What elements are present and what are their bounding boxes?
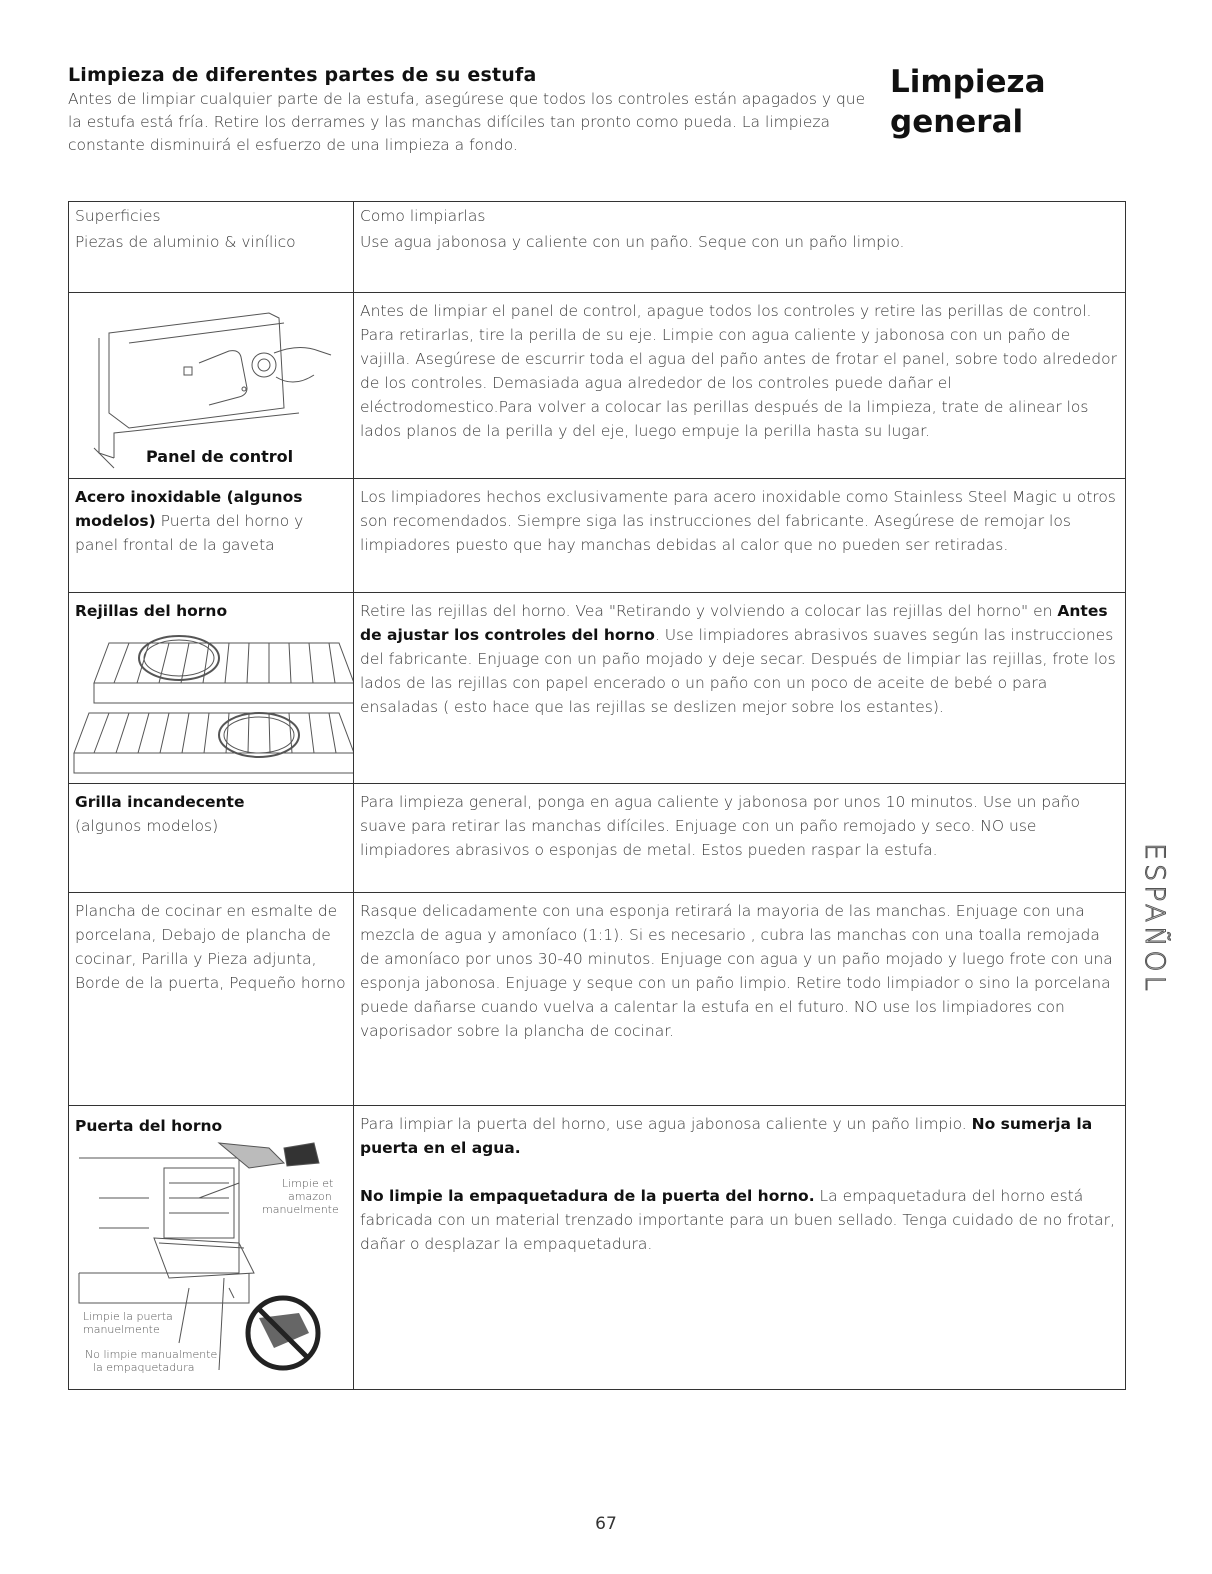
how-rejillas-b: Antes de ajustar los controles del horno xyxy=(360,602,1108,644)
how-puerta-1b: No sumerja la puerta en el agua. xyxy=(360,1115,1093,1157)
cleaning-table xyxy=(68,201,1126,1390)
table-row xyxy=(69,593,1126,784)
label-no-1: No limpie manualmente xyxy=(85,1348,218,1361)
intro-section xyxy=(68,64,868,157)
no-symbol-icon xyxy=(248,1298,318,1368)
how-plancha: Rasque delicadamente con una esponja retirará la mayoria de las manchas. Enjuage con una mezcla de agua y amoníaco (1:1). Si es necesario , cubra las manchas con una toalla remojada de amoníaco por unos 30-40 minutos. Enjuage con agua y un paño mojado y luego frote con una esponja jabonosa. Enjuage y seque con un paño limpio. Retire todo limpiador o sino la porcelana puede dañarse cuando vuelva a calentar la estufa en el futuro. NO use los limpiadores con vaporisador sobre la plancha de cocinar. xyxy=(354,893,1126,1106)
oven-racks-illustration xyxy=(69,623,353,781)
header-surfaces: Superficies xyxy=(69,202,354,230)
surface-acero xyxy=(69,479,354,593)
how-grilla: Para limpieza general, ponga en agua caliente y jabonosa por unos 10 minutos. Use un paño suave para retirar las manchas difíciles. Enjuage con un paño remojado y seco. NO use limpiadores abrasivos o esponjas de metal. Estos pueden raspar la estufa. xyxy=(354,784,1126,893)
page-number: 67 xyxy=(595,1514,617,1534)
panel-caption: Panel de control xyxy=(146,447,294,466)
label-puerta-2: manuelmente xyxy=(83,1323,160,1336)
section-title-line2: general xyxy=(890,104,1024,140)
table-row xyxy=(69,784,1126,893)
surface-acero-bold: Acero inoxidable (algunos modelos) xyxy=(75,488,303,530)
how-puerta-para1 xyxy=(360,1112,1119,1160)
surface-grilla xyxy=(69,784,354,893)
table-header-row xyxy=(69,202,1126,230)
surface-aluminio: Piezas de aluminio & vinílico xyxy=(69,230,354,293)
intro-heading: Limpieza de diferentes partes de su estufa xyxy=(68,64,537,86)
how-puerta-1a: Para limpiar la puerta del horno, use agua jabonosa caliente y un paño limpio. xyxy=(360,1115,972,1133)
table-row xyxy=(69,230,1126,293)
label-manuelmente: manuelmente xyxy=(262,1203,339,1216)
surface-puerta-label: Puerta del horno xyxy=(75,1117,223,1135)
surface-panel xyxy=(69,293,354,479)
table-row xyxy=(69,479,1126,593)
how-rejillas-a: Retire las rejillas del horno. Vea "Retirando y volviendo a colocar las rejillas del horno" en xyxy=(360,602,1058,620)
surface-rejillas-label: Rejillas del horno xyxy=(75,602,228,620)
label-amazon: amazon xyxy=(288,1190,332,1203)
how-puerta-2b: La empaquetadura del horno está fabricada con un material trenzado importante para un buen sellado. Tenga cuidado de no frotar, dañar o desplazar la empaquetadura. xyxy=(360,1187,1115,1253)
side-language-label: ESPAÑOL xyxy=(1139,843,1170,995)
surface-plancha: Plancha de cocinar en esmalte de porcelana, Debajo de plancha de cocinar, Parilla y Pieza adjunta, Borde de la puerta, Pequeño horno xyxy=(69,893,354,1106)
label-puerta-1: Limpie la puerta xyxy=(83,1310,173,1323)
how-aluminio: Use agua jabonosa y caliente con un paño. Seque con un paño limpio. xyxy=(354,230,1126,293)
label-clean-et: Limpie et xyxy=(282,1177,334,1190)
control-panel-illustration xyxy=(69,293,353,477)
header-how: Como limpiarlas xyxy=(354,202,1126,230)
table-row xyxy=(69,1106,1126,1390)
section-title xyxy=(890,62,1045,142)
how-rejillas-c: . Use limpiadores abrasivos suaves según las instrucciones del fabricante. Enjuage con un paño mojado y deje secar. Después de limpiar las rejillas, frote los lados de las rejillas con papel encerado o un paño con un poco de aceite de bebé o para ensaladas ( esto hace que las rejillas se deslizen mejor sobre los estantes). xyxy=(360,626,1116,716)
surface-puerta xyxy=(69,1106,354,1390)
how-acero: Los limpiadores hechos exclusivamente para acero inoxidable como Stainless Steel Magic u otros son recomendados. Siempre siga las instrucciones del fabricante. Asegúrese de remojar los limpiadores puesto que hay manchas debidas al calor que no pueden ser retiradas. xyxy=(354,479,1126,593)
how-puerta-para2 xyxy=(360,1184,1119,1256)
table-row xyxy=(69,893,1126,1106)
oven-door-illustration xyxy=(69,1138,353,1384)
surface-grilla-bold: Grilla incandecente xyxy=(75,793,245,811)
intro-body: Antes de limpiar cualquier parte de la estufa, asegúrese que todos los controles están apagados y que la estufa está fría. Retire los derrames y las manchas difíciles tan pronto como pueda. La limpieza constante disminuirá el esfuerzo de una limpieza a fondo. xyxy=(68,90,866,154)
how-puerta xyxy=(354,1106,1126,1390)
how-panel: Antes de limpiar el panel de control, apague todos los controles y retire las perillas de control. Para retirarlas, tire la perilla de su eje. Limpie con agua caliente y jabonosa con un paño de vajilla. Asegúrese de escurrir toda el agua del paño antes de frotar el panel, sobre todo alrededor de los controles. Demasiada agua alrededor de los controles puede dañar el eléctrodomestico.Para volver a colocar las perillas después de la limpieza, trate de alinear los lados planos de la perilla y del eje, luego empuje la perilla hasta su lugar. xyxy=(354,293,1126,479)
how-puerta-2a: No limpie la empaquetadura de la puerta del horno. xyxy=(360,1187,815,1205)
how-rejillas xyxy=(354,593,1126,784)
surface-rejillas xyxy=(69,593,354,784)
surface-acero-rest: Puerta del horno y panel frontal de la gaveta xyxy=(75,512,304,554)
surface-grilla-rest: (algunos modelos) xyxy=(75,817,219,835)
table-row xyxy=(69,293,1126,479)
section-title-line1: Limpieza xyxy=(890,64,1046,100)
label-no-2: la empaquetadura xyxy=(93,1361,195,1374)
